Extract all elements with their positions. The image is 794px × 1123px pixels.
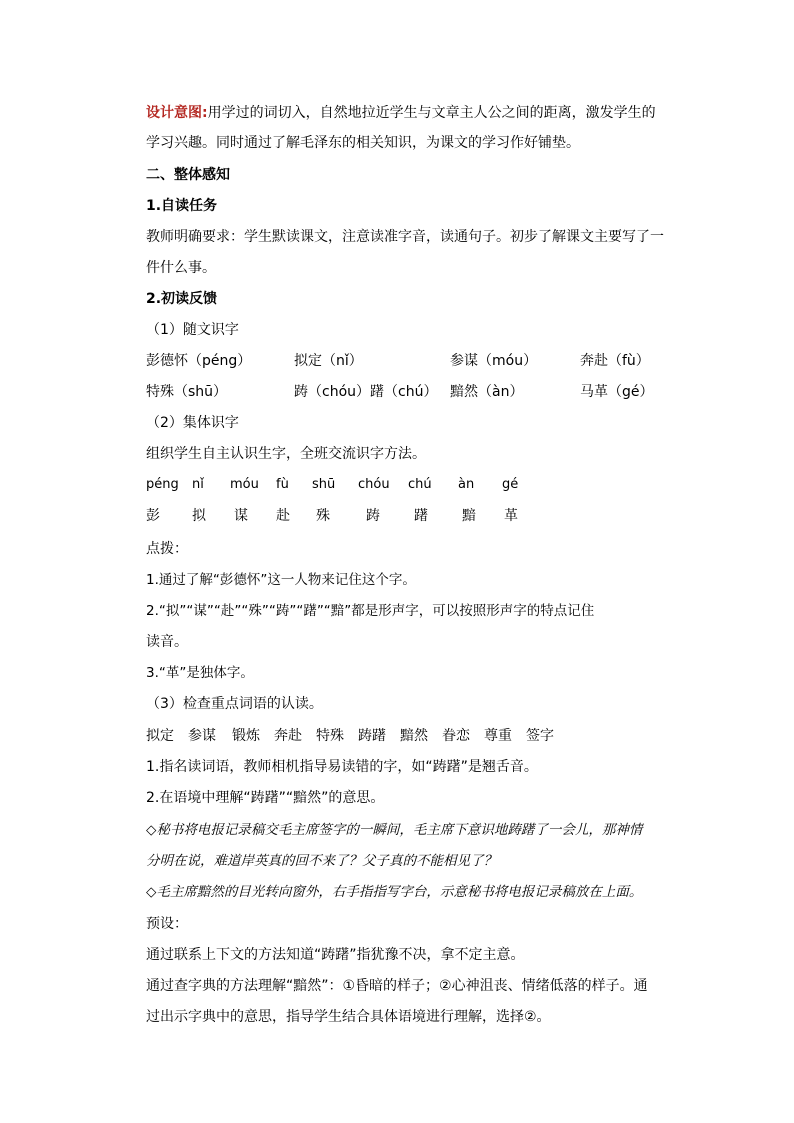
word-item: 马革（gé） (580, 384, 654, 400)
sub-heading-3: （3）检查重点词语的认读。 (146, 696, 323, 712)
hint-1: 1.通过了解“彭德怀”这一人物来记住这个字。 (146, 572, 416, 588)
pinyin-item: nǐ (192, 477, 204, 492)
pinyin-item: gé (502, 477, 519, 492)
hint-label: 点拨： (146, 541, 188, 557)
char-item: 黯 (462, 508, 476, 524)
intent-label: 设计意图: (146, 105, 208, 121)
preset-2b: 过出示字典中的意思，指导学生结合具体语境进行理解，选择②。 (146, 1009, 551, 1025)
char-item: 拟 (192, 508, 206, 524)
key-word: 锻炼 (232, 728, 260, 744)
instruction: 组织学生自主认识生字，全班交流识字方法。 (146, 446, 426, 462)
key-word: 拟定 (146, 728, 174, 744)
char-item: 彭 (146, 508, 160, 524)
quote-2: ◇毛主席黯然的目光转向窗外，右手指指写字台，示意秘书将电报记录稿放在上面。 (146, 884, 643, 900)
pinyin-item: fù (276, 477, 289, 492)
char-item: 谋 (234, 508, 248, 524)
task2-title: 2.初读反馈 (146, 291, 218, 307)
key-word: 签字 (526, 728, 554, 744)
key-word: 踌躇 (358, 728, 386, 744)
word-item: 黯然（àn） (450, 384, 524, 400)
intent-line-2: 学习兴趣。同时通过了解毛泽东的相关知识，为课文的学习作好铺垫。 (146, 135, 580, 151)
task1-text-1: 教师明确要求：学生默读课文，注意读准字音，读通句子。初步了解课文主要写了一 (146, 229, 664, 245)
char-item: 殊 (316, 508, 330, 524)
key-word: 特殊 (316, 728, 344, 744)
pinyin-item: chóu (358, 477, 390, 492)
preset-1: 通过联系上下文的方法知道“踌躇”指犹豫不决，拿不定主意。 (146, 947, 525, 963)
pinyin-item: móu (230, 477, 259, 492)
pinyin-item: péng (146, 477, 179, 492)
preset-2a: 通过查字典的方法理解“黯然”：①昏暗的样子；②心神沮丧、情绪低落的样子。通 (146, 978, 648, 994)
key-word: 参谋 (188, 728, 216, 744)
intent-line-1 (146, 104, 656, 122)
word-item: 参谋（móu） (450, 353, 538, 369)
char-item: 赴 (276, 508, 290, 524)
sub-heading-1: （1）随文识字 (146, 322, 239, 338)
preset-label: 预设： (146, 916, 188, 932)
word-item: 特殊（shū） (146, 384, 228, 400)
pinyin-item: shū (312, 477, 336, 492)
char-item: 躇 (414, 508, 428, 524)
word-item: 拟定（nǐ） (294, 353, 363, 369)
sub-heading-2: （2）集体识字 (146, 415, 239, 431)
key-word: 眷恋 (442, 728, 470, 744)
quote-1b: 分明在说，难道岸英真的回不来了？父子真的不能相见了？ (146, 853, 497, 869)
hint-2a: 2.“拟”“谋”“赴”“殊”“踌”“躇”“黯”都是形声字，可以按照形声字的特点记住 (146, 603, 595, 619)
pinyin-item: àn (458, 477, 475, 492)
hint-2b: 读音。 (146, 634, 188, 650)
quote-1a: ◇秘书将电报记录稿交毛主席签字的一瞬间，毛主席下意识地踌躇了一会儿，那神情 (146, 822, 643, 838)
char-item: 革 (504, 508, 518, 524)
char-item: 踌 (366, 508, 380, 524)
point-1: 1.指名读词语，教师相机指导易读错的字，如“踌躇”是翘舌音。 (146, 759, 538, 775)
hint-3: 3.“革”是独体字。 (146, 665, 254, 681)
key-word: 奔赴 (274, 728, 302, 744)
pinyin-item: chú (408, 477, 432, 492)
key-word: 尊重 (484, 728, 512, 744)
word-item: 奔赴（fù） (580, 353, 650, 369)
word-item: 踌（chóu）躇（chú） (294, 384, 438, 400)
key-word: 黯然 (400, 728, 428, 744)
point-2: 2.在语境中理解“踌躇”“黯然”的意思。 (146, 790, 385, 806)
task1-text-2: 件什么事。 (146, 260, 216, 276)
task1-title: 1.自读任务 (146, 198, 218, 214)
intent-text-1: 用学过的词切入，自然地拉近学生与文章主人公之间的距离，激发学生的 (207, 105, 656, 121)
section-heading: 二、整体感知 (146, 167, 230, 183)
word-item: 彭德怀（péng） (146, 353, 252, 369)
